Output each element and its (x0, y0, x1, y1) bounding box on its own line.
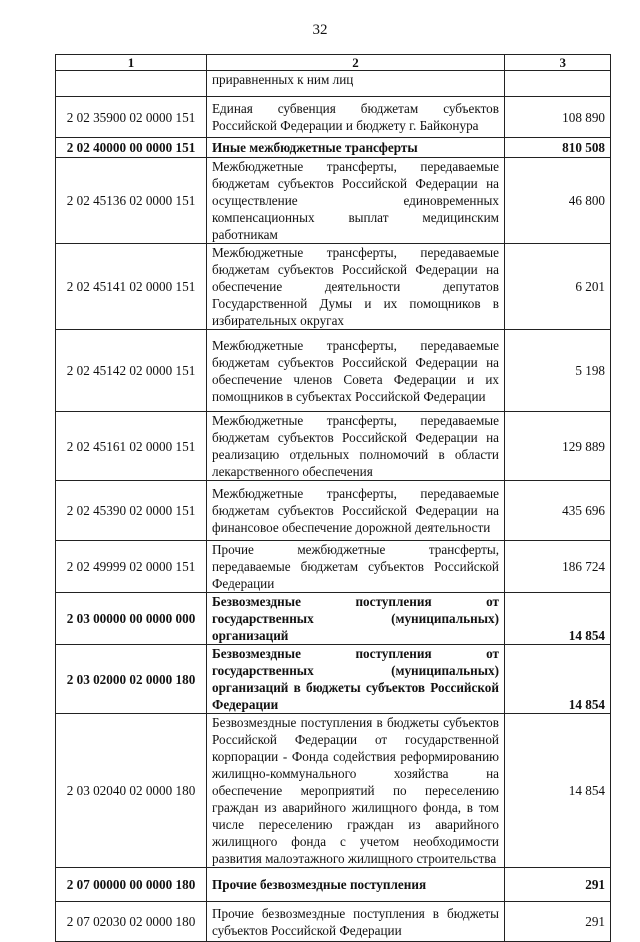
amount-cell: 6 201 (505, 244, 611, 330)
description-cell: Безвозмездные поступления от государственных (муниципальных) организаций (207, 593, 505, 645)
budget-code-cell: 2 02 35900 02 0000 151 (56, 97, 207, 138)
table-row (56, 645, 611, 714)
table-row (56, 412, 611, 481)
description-cell: Безвозмездные поступления от государственных (муниципальных) организаций в бюджеты субъектов Российской Федерации (207, 645, 505, 714)
table-row (56, 71, 611, 97)
description-cell: Межбюджетные трансферты, передаваемые бюджетам субъектов Российской Федерации на финансовое обеспечение дорожной деятельности (207, 481, 505, 541)
amount-cell: 291 (505, 902, 611, 942)
amount-cell: 810 508 (505, 138, 611, 158)
amount-cell: 14 854 (505, 593, 611, 645)
budget-code-cell (56, 71, 207, 97)
table-row (56, 138, 611, 158)
budget-code-cell: 2 07 00000 00 0000 180 (56, 868, 207, 902)
amount-cell: 46 800 (505, 158, 611, 244)
column-header-description: 2 (207, 55, 505, 71)
description-cell: приравненных к ним лиц (207, 71, 505, 97)
description-cell: Единая субвенция бюджетам субъектов Российской Федерации и бюджету г. Байконура (207, 97, 505, 138)
amount-cell: 186 724 (505, 541, 611, 593)
budget-code-cell: 2 02 45142 02 0000 151 (56, 330, 207, 412)
table-row (56, 593, 611, 645)
table-row (56, 714, 611, 868)
budget-code-cell: 2 07 02030 02 0000 180 (56, 902, 207, 942)
page-number: 32 (312, 22, 328, 38)
column-header-code: 1 (56, 55, 207, 71)
budget-code-cell: 2 02 45161 02 0000 151 (56, 412, 207, 481)
amount-cell: 108 890 (505, 97, 611, 138)
budget-code-cell: 2 03 00000 00 0000 000 (56, 593, 207, 645)
description-cell: Иные межбюджетные трансферты (207, 138, 505, 158)
table-row (56, 244, 611, 330)
amount-cell (505, 71, 611, 97)
budget-code-cell: 2 02 45141 02 0000 151 (56, 244, 207, 330)
description-cell: Межбюджетные трансферты, передаваемые бюджетам субъектов Российской Федерации на обеспечение членов Совета Федерации и их помощников в субъектах Российской Федерации (207, 330, 505, 412)
table-row (56, 330, 611, 412)
amount-cell: 291 (505, 868, 611, 902)
table-row (56, 868, 611, 902)
description-cell: Безвозмездные поступления в бюджеты субъектов Российской Федерации от государственной корпорации - Фонда содействия реформированию жилищно-коммунального хозяйства на обеспечение мероприятий по переселению граждан из аварийного жилищного фонда, в том числе переселению граждан из аварийного жилищного фонда с учетом необходимости развития малоэтажного жилищного строительства (207, 714, 505, 868)
description-cell: Межбюджетные трансферты, передаваемые бюджетам субъектов Российской Федерации на реализацию отдельных полномочий в области лекарственного обеспечения (207, 412, 505, 481)
budget-code-cell: 2 02 45136 02 0000 151 (56, 158, 207, 244)
amount-cell: 435 696 (505, 481, 611, 541)
table-row (56, 97, 611, 138)
table-header-row (56, 55, 611, 71)
table-row (56, 481, 611, 541)
budget-code-cell: 2 03 02000 02 0000 180 (56, 645, 207, 714)
table-row (56, 902, 611, 942)
table-row (56, 158, 611, 244)
amount-cell: 14 854 (505, 645, 611, 714)
budget-code-cell: 2 02 45390 02 0000 151 (56, 481, 207, 541)
description-cell: Межбюджетные трансферты, передаваемые бюджетам субъектов Российской Федерации на осуществление единовременных компенсационных выплат медицинским работникам (207, 158, 505, 244)
description-cell: Прочие межбюджетные трансферты, передаваемые бюджетам субъектов Российской Федерации (207, 541, 505, 593)
column-header-amount: 3 (505, 55, 611, 71)
amount-cell: 5 198 (505, 330, 611, 412)
description-cell: Межбюджетные трансферты, передаваемые бюджетам субъектов Российской Федерации на обеспечение деятельности депутатов Государственной Думы и их помощников в избирательных округах (207, 244, 505, 330)
budget-code-cell: 2 02 40000 00 0000 151 (56, 138, 207, 158)
amount-cell: 14 854 (505, 714, 611, 868)
table-row (56, 541, 611, 593)
description-cell: Прочие безвозмездные поступления в бюджеты субъектов Российской Федерации (207, 902, 505, 942)
budget-code-cell: 2 02 49999 02 0000 151 (56, 541, 207, 593)
budget-code-cell: 2 03 02040 02 0000 180 (56, 714, 207, 868)
budget-table (55, 54, 611, 942)
description-cell: Прочие безвозмездные поступления (207, 868, 505, 902)
amount-cell: 129 889 (505, 412, 611, 481)
